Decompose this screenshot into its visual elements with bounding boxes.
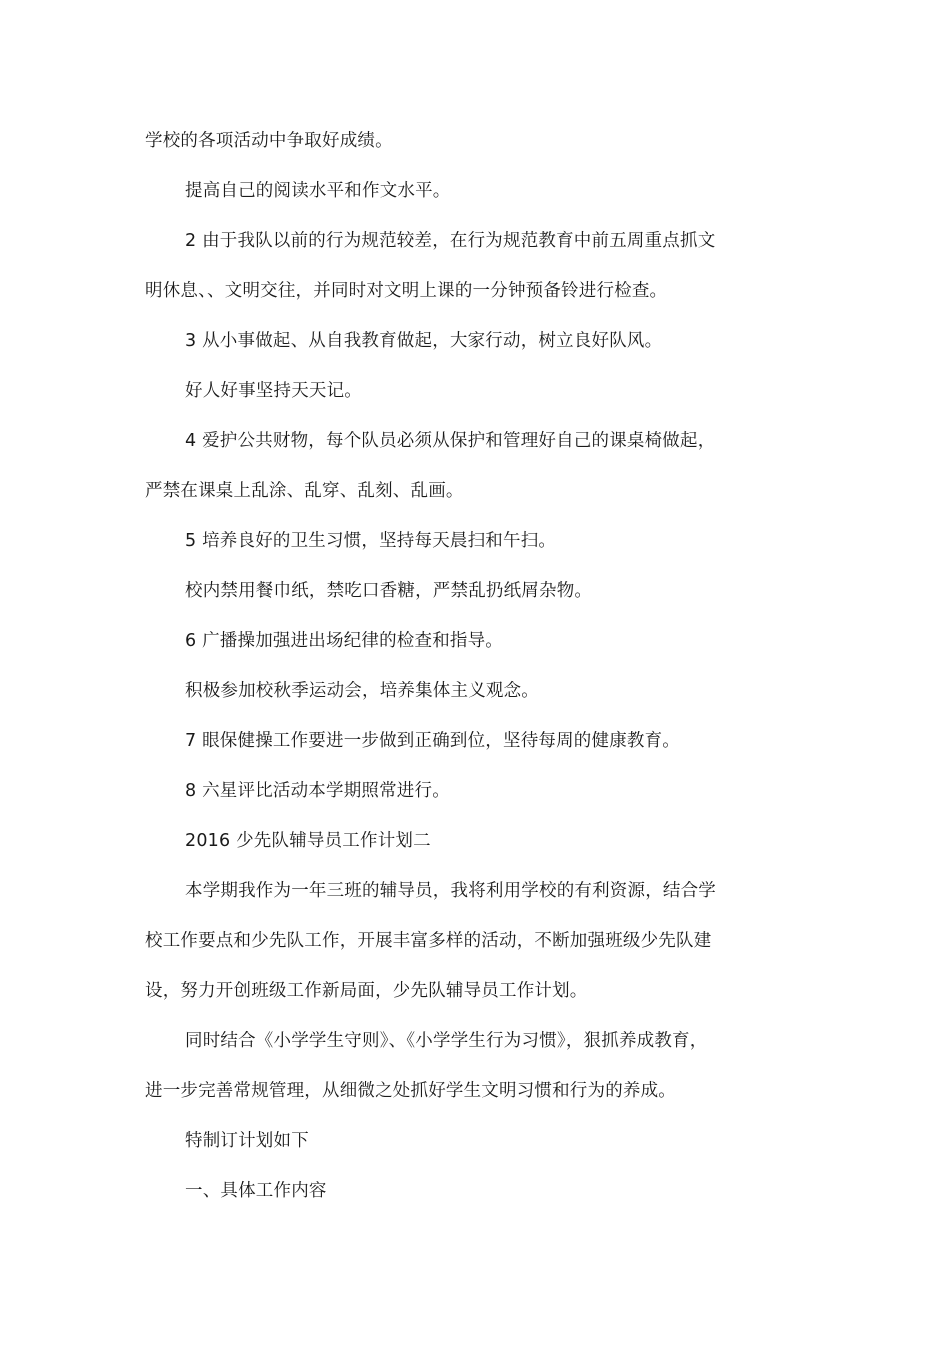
text-line-1: 学校的各项活动中争取好成绩。	[145, 131, 393, 151]
text-line-2: 提高自己的阅读水平和作文水平。	[185, 181, 451, 201]
text-line-9: 5 培养良好的卫生习惯，坚持每天晨扫和午扫。	[185, 531, 557, 551]
text-line-18: 设，努力开创班级工作新局面，少先队辅导员工作计划。	[145, 981, 588, 1001]
text-line-17: 校工作要点和少先队工作，开展丰富多样的活动，不断加强班级少先队建	[145, 931, 712, 951]
text-line-22: 一、具体工作内容	[185, 1181, 327, 1201]
text-line-16: 本学期我作为一年三班的辅导员，我将利用学校的有利资源，结合学	[185, 881, 716, 901]
text-line-19: 同时结合《小学学生守则》、《小学学生行为习惯》，狠抓养成教育，	[185, 1031, 708, 1051]
text-line-10: 校内禁用餐巾纸，禁吃口香糖，严禁乱扔纸屑杂物。	[185, 581, 593, 601]
text-line-14: 8 六星评比活动本学期照常进行。	[185, 781, 450, 801]
text-line-5: 3 从小事做起、从自我教育做起，大家行动，树立良好队风。	[185, 331, 663, 351]
text-line-12: 积极参加校秋季运动会，培养集体主义观念。	[185, 681, 539, 701]
text-line-11: 6 广播操加强进出场纪律的检查和指导。	[185, 631, 503, 651]
text-line-8: 严禁在课桌上乱涂、乱穿、乱刻、乱画。	[145, 481, 464, 501]
text-line-4: 明休息、、文明交往，并同时对文明上课的一分钟预备铃进行检查。	[145, 281, 668, 301]
text-line-3: 2 由于我队以前的行为规范较差，在行为规范教育中前五周重点抓文	[185, 231, 716, 251]
text-line-21: 特制订计划如下	[185, 1131, 309, 1151]
text-line-20: 进一步完善常规管理，从细微之处抓好学生文明习惯和行为的养成。	[145, 1081, 676, 1101]
section-heading: 2016 少先队辅导员工作计划二	[185, 831, 431, 851]
text-line-6: 好人好事坚持天天记。	[185, 381, 362, 401]
text-line-13: 7 眼保健操工作要进一步做到正确到位，坚待每周的健康教育。	[185, 731, 680, 751]
text-line-7: 4 爱护公共财物，每个队员必须从保护和管理好自己的课桌椅做起，	[185, 431, 716, 451]
